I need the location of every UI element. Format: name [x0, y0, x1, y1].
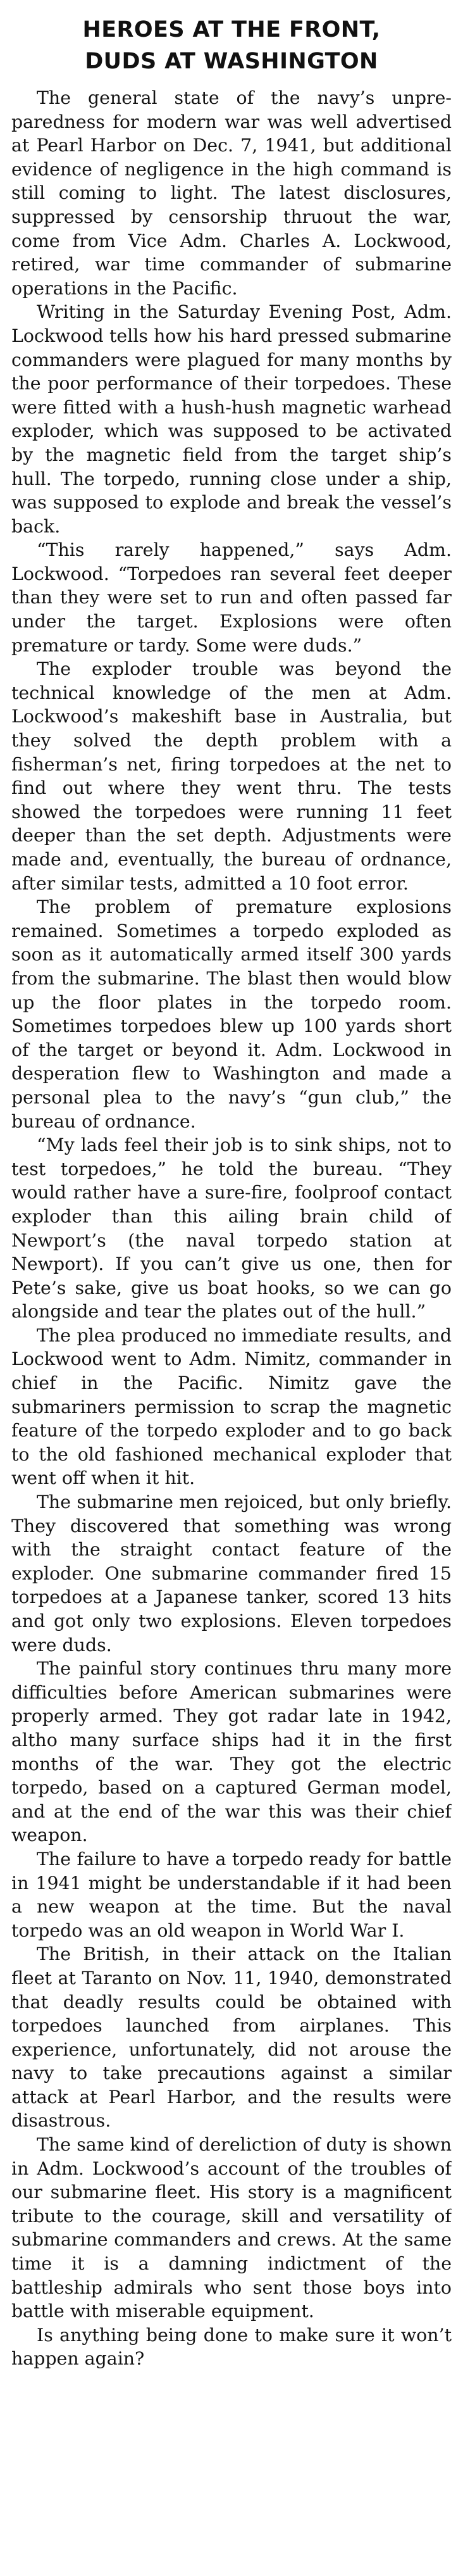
paragraph: The problem of premature explosions remained. Sometimes a torpedo exploded as soon as it automatically armed itself 300 yards from the submarine. The blast then would blow up the floor plates in the torpedo room. Sometimes torpedoes blew up 100 yards short of the target or beyond it. Adm. Lockwood in desperation flew to Washington and made a personal plea to the navy’s “gun club,” the bureau of ordnance. — [11, 896, 452, 1132]
article-body — [11, 86, 452, 2371]
paragraph: The exploder trouble was beyond the technical knowledge of the men at Adm. Lockwood’s makeshift base in Australia, but they solved the depth problem with a fisherman’s net, firing torpedoes at the net to find out where they went thru. The tests showed the torpedoes were running 11 feet deeper than the set depth. Adjustments were made and, eventually, the bureau of ordnance, after similar tests, admitted a 10 foot error. — [11, 658, 452, 894]
headline-line-1: HEROES AT THE FRONT, — [82, 17, 381, 42]
paragraph: The same kind of dereliction of duty is shown in Adm. Lockwood’s account of the troubles of our submarine fleet. His story is a magnificent tribute to the courage, skill and versatility of submarine commanders and crews. At the same time it is a damning indictment of the battleship admirals who sent those boys into battle with miserable equipment. — [11, 2134, 452, 2322]
headline — [11, 14, 452, 77]
paragraph: “This rarely happened,” says Adm. Lockwood. “Torpedoes ran several feet deeper than they were set to run and often passed far under the target. Explosions were often premature or tardy. Some were duds.” — [11, 539, 452, 656]
paragraph: The British, in their attack on the Italian fleet at Taranto on Nov. 11, 1940, demonstrated that deadly results could be obtained with torpedoes launched from airplanes. This experience, unfortunately, did not arouse the navy to take precautions against a similar attack at Pearl Harbor, and the results were disastrous. — [11, 1944, 452, 2132]
newspaper-clipping — [11, 14, 452, 2565]
paragraph: “My lads feel their job is to sink ships, not to test torpedoes,” he told the bureau. “They would rather have a sure-fire, foolproof contact exploder than this ailing brain child of Newport’s (the naval torpedo station at Newport). If you can’t give us one, then for Pete’s sake, give us boat hooks, so we can go alongside and tear the plates out of the hull.” — [11, 1134, 452, 1323]
paragraph: The general state of the navy’s unpreparedness for modern war was well advertised at Pearl Harbor on Dec. 7, 1941, but additional evidence of negligence in the high command is still coming to light. The latest disclosures, suppressed by censorship thruout the war, come from Vice Adm. Charles A. Lockwood, retired, war time commander of submarine operations in the Pacific. — [11, 87, 452, 299]
paragraph: The painful story continues thru many more difficulties before American submarines were properly armed. They got radar late in 1942, altho many surface ships had it in the first months of the war. They got the electric torpedo, based on a captured German model, and at the end of the war this was their chief weapon. — [11, 1658, 452, 1846]
paragraph: The submarine men rejoiced, but only briefly. They discovered that something was wrong with the straight contact feature of the exploder. One submarine commander fired 15 torpedoes at a Japanese tanker, scored 13 hits and got only two explosions. Eleven torpedoes were duds. — [11, 1492, 452, 1656]
paragraph: Is anything being done to make sure it won’t happen again? — [11, 2324, 452, 2370]
paragraph: The plea produced no immediate results, and Lockwood went to Adm. Nimitz, commander in chief in the Pacific. Nimitz gave the submariners permission to scrap the magnetic feature of the torpedo exploder and to go back to the old fashioned mechanical exploder that went off when it hit. — [11, 1324, 452, 1489]
headline-line-2: DUDS AT WASHINGTON — [85, 49, 378, 74]
paragraph: Writing in the Saturday Evening Post, Adm. Lockwood tells how his hard pressed submarine commanders were plagued for many months by the poor performance of their torpedoes. These were fitted with a hush-hush magnetic warhead exploder, which was supposed to be activated by the magnetic field from the target ship’s hull. The torpedo, running close under a ship, was supposed to explode and break the vessel’s back. — [11, 301, 452, 537]
paragraph: The failure to have a torpedo ready for battle in 1941 might be understandable if it had been a new weapon at the time. But the naval torpedo was an old weapon in World War I. — [11, 1848, 452, 1941]
